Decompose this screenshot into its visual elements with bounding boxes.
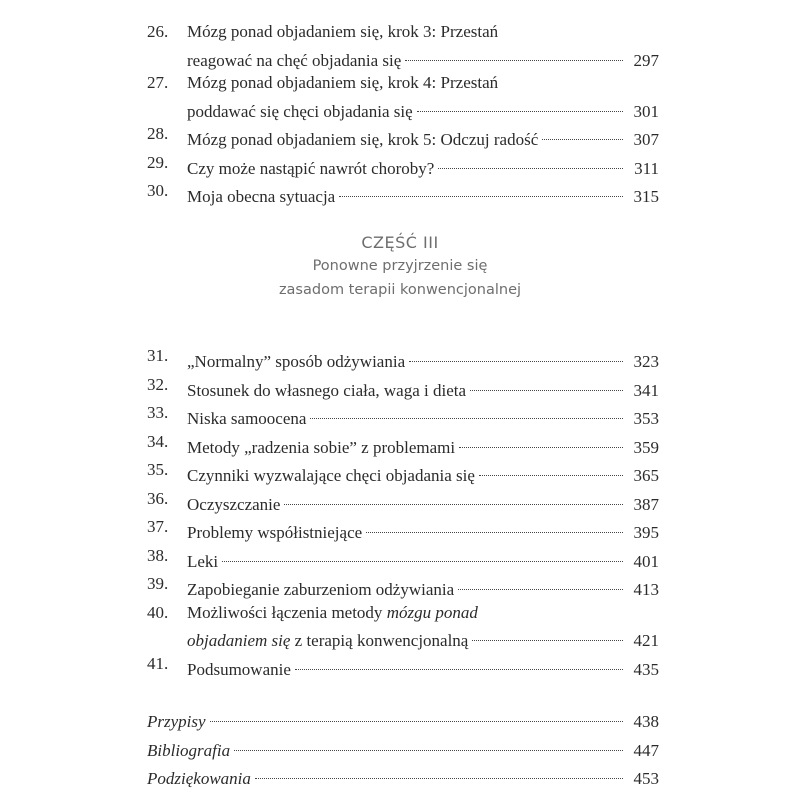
dot-leader [405,44,623,66]
dot-leader [255,762,623,784]
entry-number: 35. [147,460,169,479]
entry-page: 323 [633,352,659,371]
entry-page: 435 [633,659,659,679]
toc-entry-31[interactable] [147,345,659,374]
entry-page: 453 [633,769,659,788]
toc-section-part2-end [147,21,659,209]
entry-title-line2 [187,630,468,653]
part-subtitle-line2: zasadom terapii konwencjonalnej [278,282,522,298]
entry-page: 353 [633,409,659,428]
entry-page: 447 [633,740,659,760]
entry-number: 30. [147,181,169,200]
entry-title: Czy może nastąpić nawrót choroby? [187,158,435,178]
entry-number: 28. [147,124,169,143]
entry-title: Metody „radzenia sobie” z problemami [187,437,456,457]
entry-page: 438 [633,712,659,731]
dot-leader [409,345,623,367]
toc-entry-bibliografia[interactable] [147,734,659,763]
entry-page: 315 [633,187,659,206]
entry-number: 34. [147,431,169,451]
entry-title-line1: Mózg ponad objadaniem się, krok 4: Przestań [187,73,499,92]
entry-title: „Normalny” sposób odżywiania [187,352,406,371]
dot-leader [479,459,623,481]
dot-leader [284,488,623,510]
entry-title: Czynniki wyzwalające chęci objadania się [187,466,475,485]
dot-leader [470,374,623,396]
entry-title: Mózg ponad objadaniem się, krok 5: Odczuj radość [187,130,539,149]
dot-leader [234,734,623,756]
toc-entry-36[interactable] [147,488,659,517]
entry-page: 301 [633,101,659,121]
toc-section-part3 [147,345,659,681]
toc-entry-38[interactable] [147,545,659,574]
entry-number: 32. [147,374,169,394]
entry-title: Stosunek do własnego ciała, waga i dieta [187,380,467,400]
entry-page: 307 [633,130,659,149]
toc-back-matter [147,705,659,791]
toc-entry-41[interactable] [147,653,659,682]
entry-number: 26. [147,22,169,41]
part-title: CZĘŚĆ III [361,233,439,252]
entry-title: Podziękowania [147,769,251,788]
entry-title: Zapobieganie zaburzeniom odżywiania [187,580,455,599]
entry-title-italic: objadaniem się [187,631,291,650]
toc-entry-39[interactable] [147,573,659,602]
entry-title-line1 [187,602,478,625]
entry-title: Leki [187,551,219,571]
dot-leader [438,152,623,174]
toc-entry-przypisy[interactable] [147,705,659,734]
entry-number: 41. [147,653,169,673]
dot-leader [339,180,623,202]
entry-title: Moja obecna sytuacja [187,187,336,206]
dot-leader [417,95,623,117]
entry-number: 37. [147,517,169,536]
entry-number: 38. [147,545,169,565]
dot-leader [222,545,623,567]
entry-title-line1: Mózg ponad objadaniem się, krok 3: Przestań [187,22,499,41]
toc-entry-40[interactable] [147,602,659,653]
toc-entry-33[interactable] [147,402,659,431]
entry-number: 27. [147,73,169,92]
dot-leader [472,624,623,646]
entry-title: Niska samoocena [187,409,307,428]
entry-page: 387 [633,494,659,514]
entry-title: Przypisy [147,712,206,731]
entry-page: 421 [633,631,659,650]
dot-leader [542,123,623,145]
entry-title: Oczyszczanie [187,494,281,514]
entry-title: Podsumowanie [187,659,291,679]
toc-entry-30[interactable] [147,180,659,209]
entry-title: Bibliografia [147,740,231,760]
entry-title-italic: mózgu ponad [386,602,478,622]
entry-page: 395 [633,523,659,542]
entry-page: 401 [633,551,659,571]
entry-number: 33. [147,403,169,422]
entry-title-plain: Możliwości łączenia metody [187,602,387,622]
entry-title-line2: reagować na chęć objadania się [187,50,402,70]
entry-page: 341 [633,380,659,400]
toc-entry-podziekowania[interactable] [147,762,659,791]
entry-page: 413 [633,580,659,599]
toc-entry-35[interactable] [147,459,659,488]
toc-entry-27[interactable] [147,72,659,123]
dot-leader [210,705,623,727]
dot-leader [295,653,623,675]
dot-leader [458,573,623,595]
dot-leader [459,431,623,453]
entry-number: 36. [147,488,169,508]
entry-number: 29. [147,152,169,172]
toc-entry-32[interactable] [147,374,659,403]
toc-entry-34[interactable] [147,431,659,460]
entry-title-plain: z terapią konwencjonalną [290,631,469,650]
part-subtitle-line1: Ponowne przyjrzenie się [312,258,488,274]
entry-page: 297 [633,50,659,70]
toc-entry-28[interactable] [147,123,659,152]
entry-page: 311 [634,158,659,178]
entry-page: 359 [633,437,659,457]
dot-leader [310,402,623,424]
toc-entry-29[interactable] [147,152,659,181]
dot-leader [366,516,623,538]
entry-title: Problemy współistniejące [187,523,363,542]
entry-number: 39. [147,574,169,593]
entry-number: 31. [147,346,169,365]
toc-entry-26[interactable] [147,21,659,72]
entry-number: 40. [147,602,169,622]
toc-entry-37[interactable] [147,516,659,545]
entry-title-line2: poddawać się chęci objadania się [187,101,413,121]
entry-page: 365 [633,466,659,485]
